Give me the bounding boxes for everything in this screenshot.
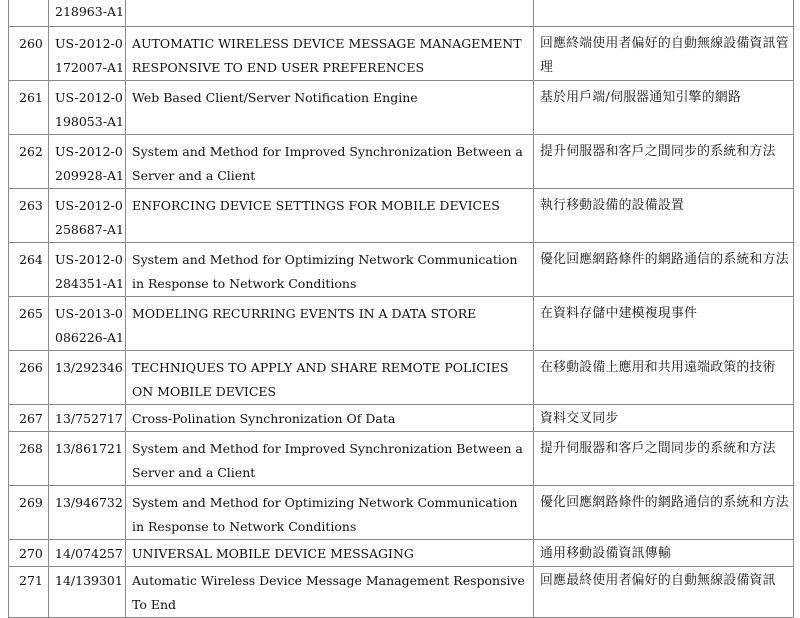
table-row: [9, 297, 794, 351]
english-title: Automatic Wireless Device Message Management Responsive To End: [126, 567, 534, 618]
english-title: Web Based Client/Server Notification Engine: [126, 81, 534, 135]
row-number: 263: [9, 189, 49, 243]
english-title: System and Method for Optimizing Network Communication in Response to Network Conditions: [126, 486, 534, 540]
table-row: [9, 243, 794, 297]
chinese-title: 回應終端使用者偏好的自動無線設備資訊管理: [534, 27, 794, 81]
english-title: System and Method for Improved Synchronization Between a Server and a Client: [126, 432, 534, 486]
english-title: ENFORCING DEVICE SETTINGS FOR MOBILE DEVICES: [126, 189, 534, 243]
english-title: TECHNIQUES TO APPLY AND SHARE REMOTE POLICIES ON MOBILE DEVICES: [126, 351, 534, 405]
patent-id: US-2013-0 086226-A1: [49, 297, 126, 351]
patent-id: 13/946732: [49, 486, 126, 540]
row-number: 267: [9, 405, 49, 432]
chinese-title: 通用移動設備資訊傳輸: [534, 540, 794, 567]
patent-id: 13/752717: [49, 405, 126, 432]
patent-id: US-2012-0 172007-A1: [49, 27, 126, 81]
patent-id: US-2012-0 209928-A1: [49, 135, 126, 189]
patent-id: 14/139301: [49, 567, 126, 618]
chinese-title: 提升伺服器和客戶之間同步的系統和方法: [534, 432, 794, 486]
chinese-title: 基於用戶端/伺服器通知引擎的網路: [534, 81, 794, 135]
chinese-title: 提升伺服器和客戶之間同步的系統和方法: [534, 135, 794, 189]
row-number: 266: [9, 351, 49, 405]
english-title: [126, 0, 534, 27]
chinese-title: 優化回應網路條件的網路通信的系統和方法: [534, 243, 794, 297]
english-title: MODELING RECURRING EVENTS IN A DATA STORE: [126, 297, 534, 351]
table-row: [9, 567, 794, 618]
table-row: [9, 432, 794, 486]
english-title: System and Method for Improved Synchronization Between a Server and a Client: [126, 135, 534, 189]
patent-table: [8, 0, 794, 618]
table-row: [9, 27, 794, 81]
english-title: Cross-Polination Synchronization Of Data: [126, 405, 534, 432]
chinese-title: 優化回應網路條件的網路通信的系統和方法: [534, 486, 794, 540]
table-row: [9, 405, 794, 432]
table-row: [9, 135, 794, 189]
patent-id: 13/292346: [49, 351, 126, 405]
english-title: UNIVERSAL MOBILE DEVICE MESSAGING: [126, 540, 534, 567]
row-number: 269: [9, 486, 49, 540]
chinese-title: 在資料存儲中建模複現事件: [534, 297, 794, 351]
row-number: 262: [9, 135, 49, 189]
patent-id: US-2012-0 198053-A1: [49, 81, 126, 135]
patent-id: US-2012-0 284351-A1: [49, 243, 126, 297]
patent-id: US-2012-0 258687-A1: [49, 189, 126, 243]
patent-id: 13/861721: [49, 432, 126, 486]
row-number: 260: [9, 27, 49, 81]
chinese-title: 回應最終使用者偏好的自動無線設備資訊: [534, 567, 794, 618]
table-row: [9, 81, 794, 135]
patent-id: 14/074257: [49, 540, 126, 567]
english-title: AUTOMATIC WIRELESS DEVICE MESSAGE MANAGEMENT RESPONSIVE TO END USER PREFERENCES: [126, 27, 534, 81]
table-row: [9, 189, 794, 243]
row-number: [9, 0, 49, 27]
row-number: 265: [9, 297, 49, 351]
chinese-title: 資料交叉同步: [534, 405, 794, 432]
table-row: [9, 351, 794, 405]
chinese-title: [534, 0, 794, 27]
patent-id: 218963-A1: [49, 0, 126, 27]
row-number: 270: [9, 540, 49, 567]
row-number: 271: [9, 567, 49, 618]
chinese-title: 執行移動設備的設備設置: [534, 189, 794, 243]
row-number: 261: [9, 81, 49, 135]
table-row: [9, 486, 794, 540]
chinese-title: 在移動設備上應用和共用遠端政策的技術: [534, 351, 794, 405]
row-number: 264: [9, 243, 49, 297]
row-number: 268: [9, 432, 49, 486]
table-row: [9, 540, 794, 567]
table-row: [9, 0, 794, 27]
english-title: System and Method for Optimizing Network Communication in Response to Network Conditions: [126, 243, 534, 297]
